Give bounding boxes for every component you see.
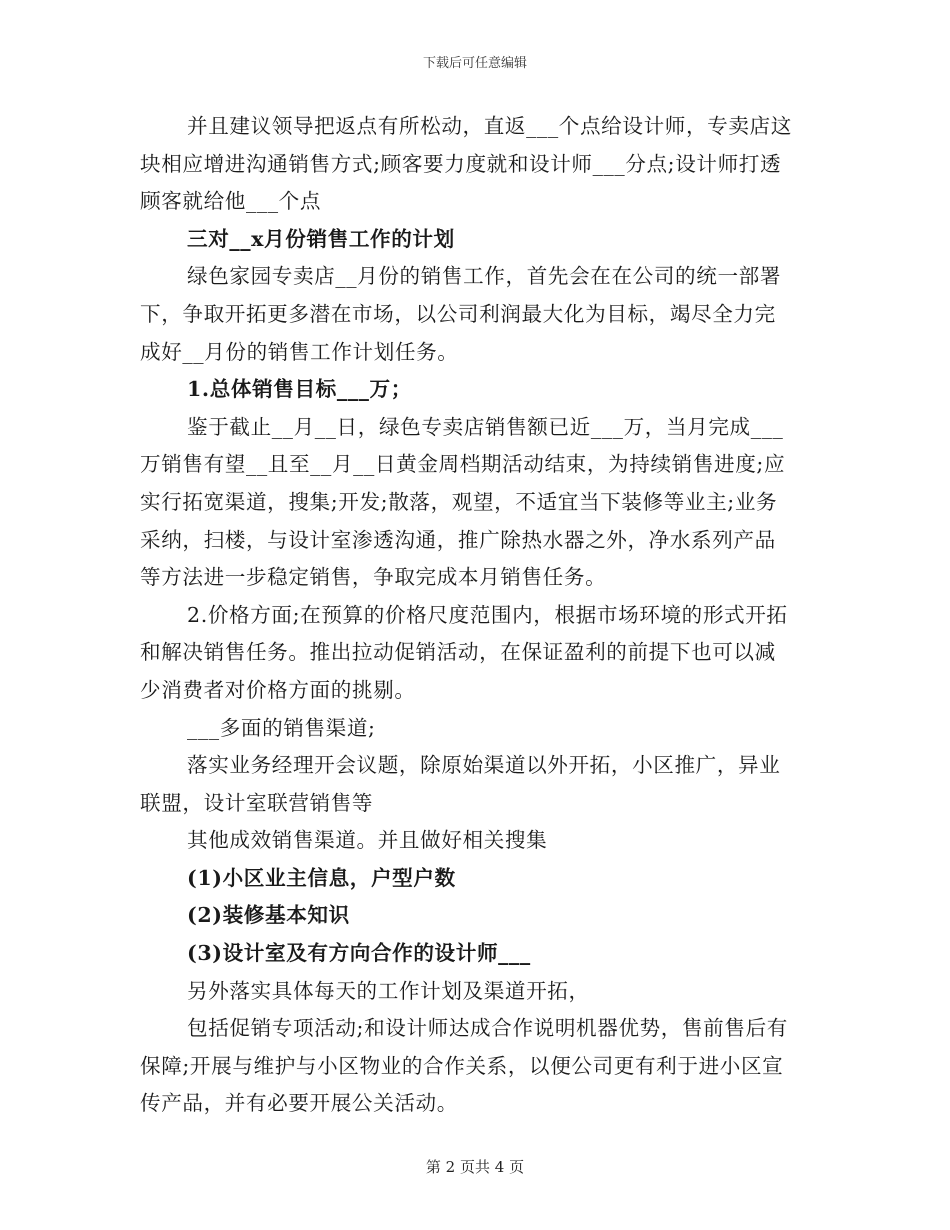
text-line: 包括促销专项活动;和设计师达成合作说明机器优势，售前售后有 bbox=[187, 1016, 788, 1041]
text-line: 成好__月份的销售工作计划任务。 bbox=[140, 339, 459, 364]
text-line: 等方法进一步稳定销售，争取完成本月销售任务。 bbox=[140, 565, 607, 590]
text-line: 2.价格方面;在预算的价格尺度范围内，根据市场环境的形式开拓 bbox=[187, 602, 788, 627]
text-line: 少消费者对价格方面的挑剔。 bbox=[140, 677, 416, 702]
text-line: 并且建议领导把返点有所松动，直返___个点给设计师，专卖店这 bbox=[187, 114, 792, 138]
text-line: 联盟，设计室联营销售等 bbox=[140, 790, 374, 815]
text-line: 三对__x月份销售工作的计划 bbox=[187, 226, 455, 251]
text-line: 落实业务经理开会议题，除原始渠道以外开拓，小区推广，异业 bbox=[187, 753, 781, 778]
text-line: (3)设计室及有方向合作的设计师___ bbox=[187, 941, 531, 966]
text-line: 顾客就给他___个点 bbox=[140, 189, 322, 214]
text-line: 保障;开展与维护与小区物业的合作关系，以便公司更有利于进小区宣 bbox=[140, 1053, 784, 1078]
text-line: (2)装修基本知识 bbox=[187, 903, 350, 928]
text-line: 下，争取开拓更多潜在市场，以公司利润最大化为目标，竭尽全力完 bbox=[140, 301, 776, 326]
text-line: ___多面的销售渠道; bbox=[187, 715, 376, 740]
text-line: 采纳，扫楼，与设计室渗透沟通，推广除热水器之外，净水系列产品 bbox=[140, 527, 776, 552]
document-body bbox=[140, 108, 805, 1123]
text-line: 实行拓宽渠道，搜集;开发;散落，观望，不适宜当下装修等业主;业务 bbox=[140, 489, 778, 514]
text-line: 块相应增进沟通销售方式;顾客要力度就和设计师___分点;设计师打透 bbox=[140, 151, 782, 176]
text-line: 万销售有望__且至__月__日黄金周档期活动结束，为持续销售进度;应 bbox=[140, 452, 786, 477]
text-line: 传产品，并有必要开展公关活动。 bbox=[140, 1091, 458, 1116]
text-line: 另外落实具体每天的工作计划及渠道开拓， bbox=[187, 978, 590, 1003]
text-line: 1.总体销售目标___万； bbox=[187, 377, 412, 402]
text-line: (1)小区业主信息，户型户数 bbox=[187, 865, 456, 890]
text-line: 鉴于截止__月__日，绿色专卖店销售额已近___万，当月完成___ bbox=[187, 414, 784, 439]
text-line: 绿色家园专卖店__月份的销售工作，首先会在在公司的统一部署 bbox=[187, 264, 782, 289]
text-line: 其他成效销售渠道。并且做好相关搜集 bbox=[187, 828, 548, 853]
page-header: 下载后可任意编辑 bbox=[422, 56, 527, 71]
text-line: 和解决销售任务。推出拉动促销活动，在保证盈利的前提下也可以减 bbox=[140, 640, 776, 665]
page-footer: 第 2 页共 4 页 bbox=[425, 1158, 525, 1176]
